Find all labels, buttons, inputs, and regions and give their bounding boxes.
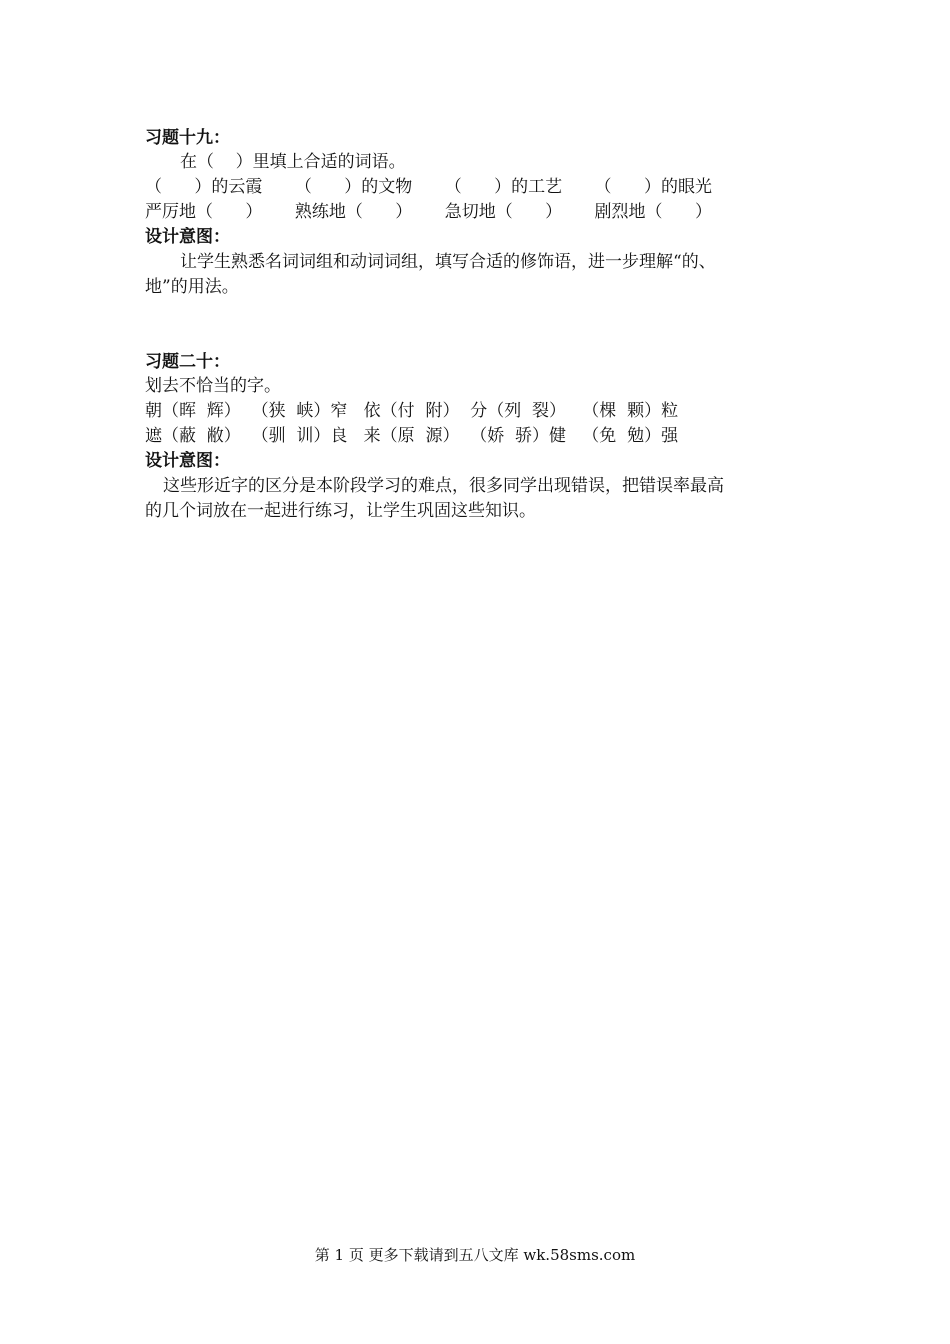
exercise-19-row-2: 严厉地（ ） 熟练地（ ） 急切地（ ） 剧烈地（ ） [145, 202, 712, 222]
exercise-19-intent-title: 设计意图： [145, 227, 230, 247]
exercise-20-row-1: 朝（晖 辉） （狭 峡）窄 依（付 附） 分（列 裂） （棵 颗）粒 [145, 401, 679, 421]
exercise-20-row-2: 遮（蔽 敝） （驯 训）良 来（原 源） （娇 骄）健 （免 勉）强 [145, 426, 679, 446]
exercise-19-intent-line-2: 地”的用法。 [145, 277, 239, 297]
exercise-19-title: 习题十九： [145, 128, 230, 148]
exercise-20-title: 习题二十： [145, 352, 230, 372]
exercise-20-intent-line-2: 的几个词放在一起进行练习，让学生巩固这些知识。 [145, 501, 536, 521]
exercise-19-row-1: （ ）的云霞 （ ）的文物 （ ）的工艺 （ ）的眼光 [145, 177, 712, 197]
page-footer: 第 1 页 更多下载请到五八文库 wk.58sms.com [314, 1246, 636, 1264]
exercise-20-instruction: 划去不恰当的字。 [145, 376, 281, 396]
exercise-20-intent-line-1: 这些形近字的区分是本阶段学习的难点，很多同学出现错误，把错误率最高 [163, 476, 724, 496]
exercise-19-instruction: 在（ ）里填上合适的词语。 [180, 152, 406, 172]
exercise-19-intent-line-1: 让学生熟悉名词词组和动词词组，填写合适的修饰语，进一步理解“的、 [180, 252, 716, 272]
exercise-20-intent-title: 设计意图： [145, 451, 230, 471]
